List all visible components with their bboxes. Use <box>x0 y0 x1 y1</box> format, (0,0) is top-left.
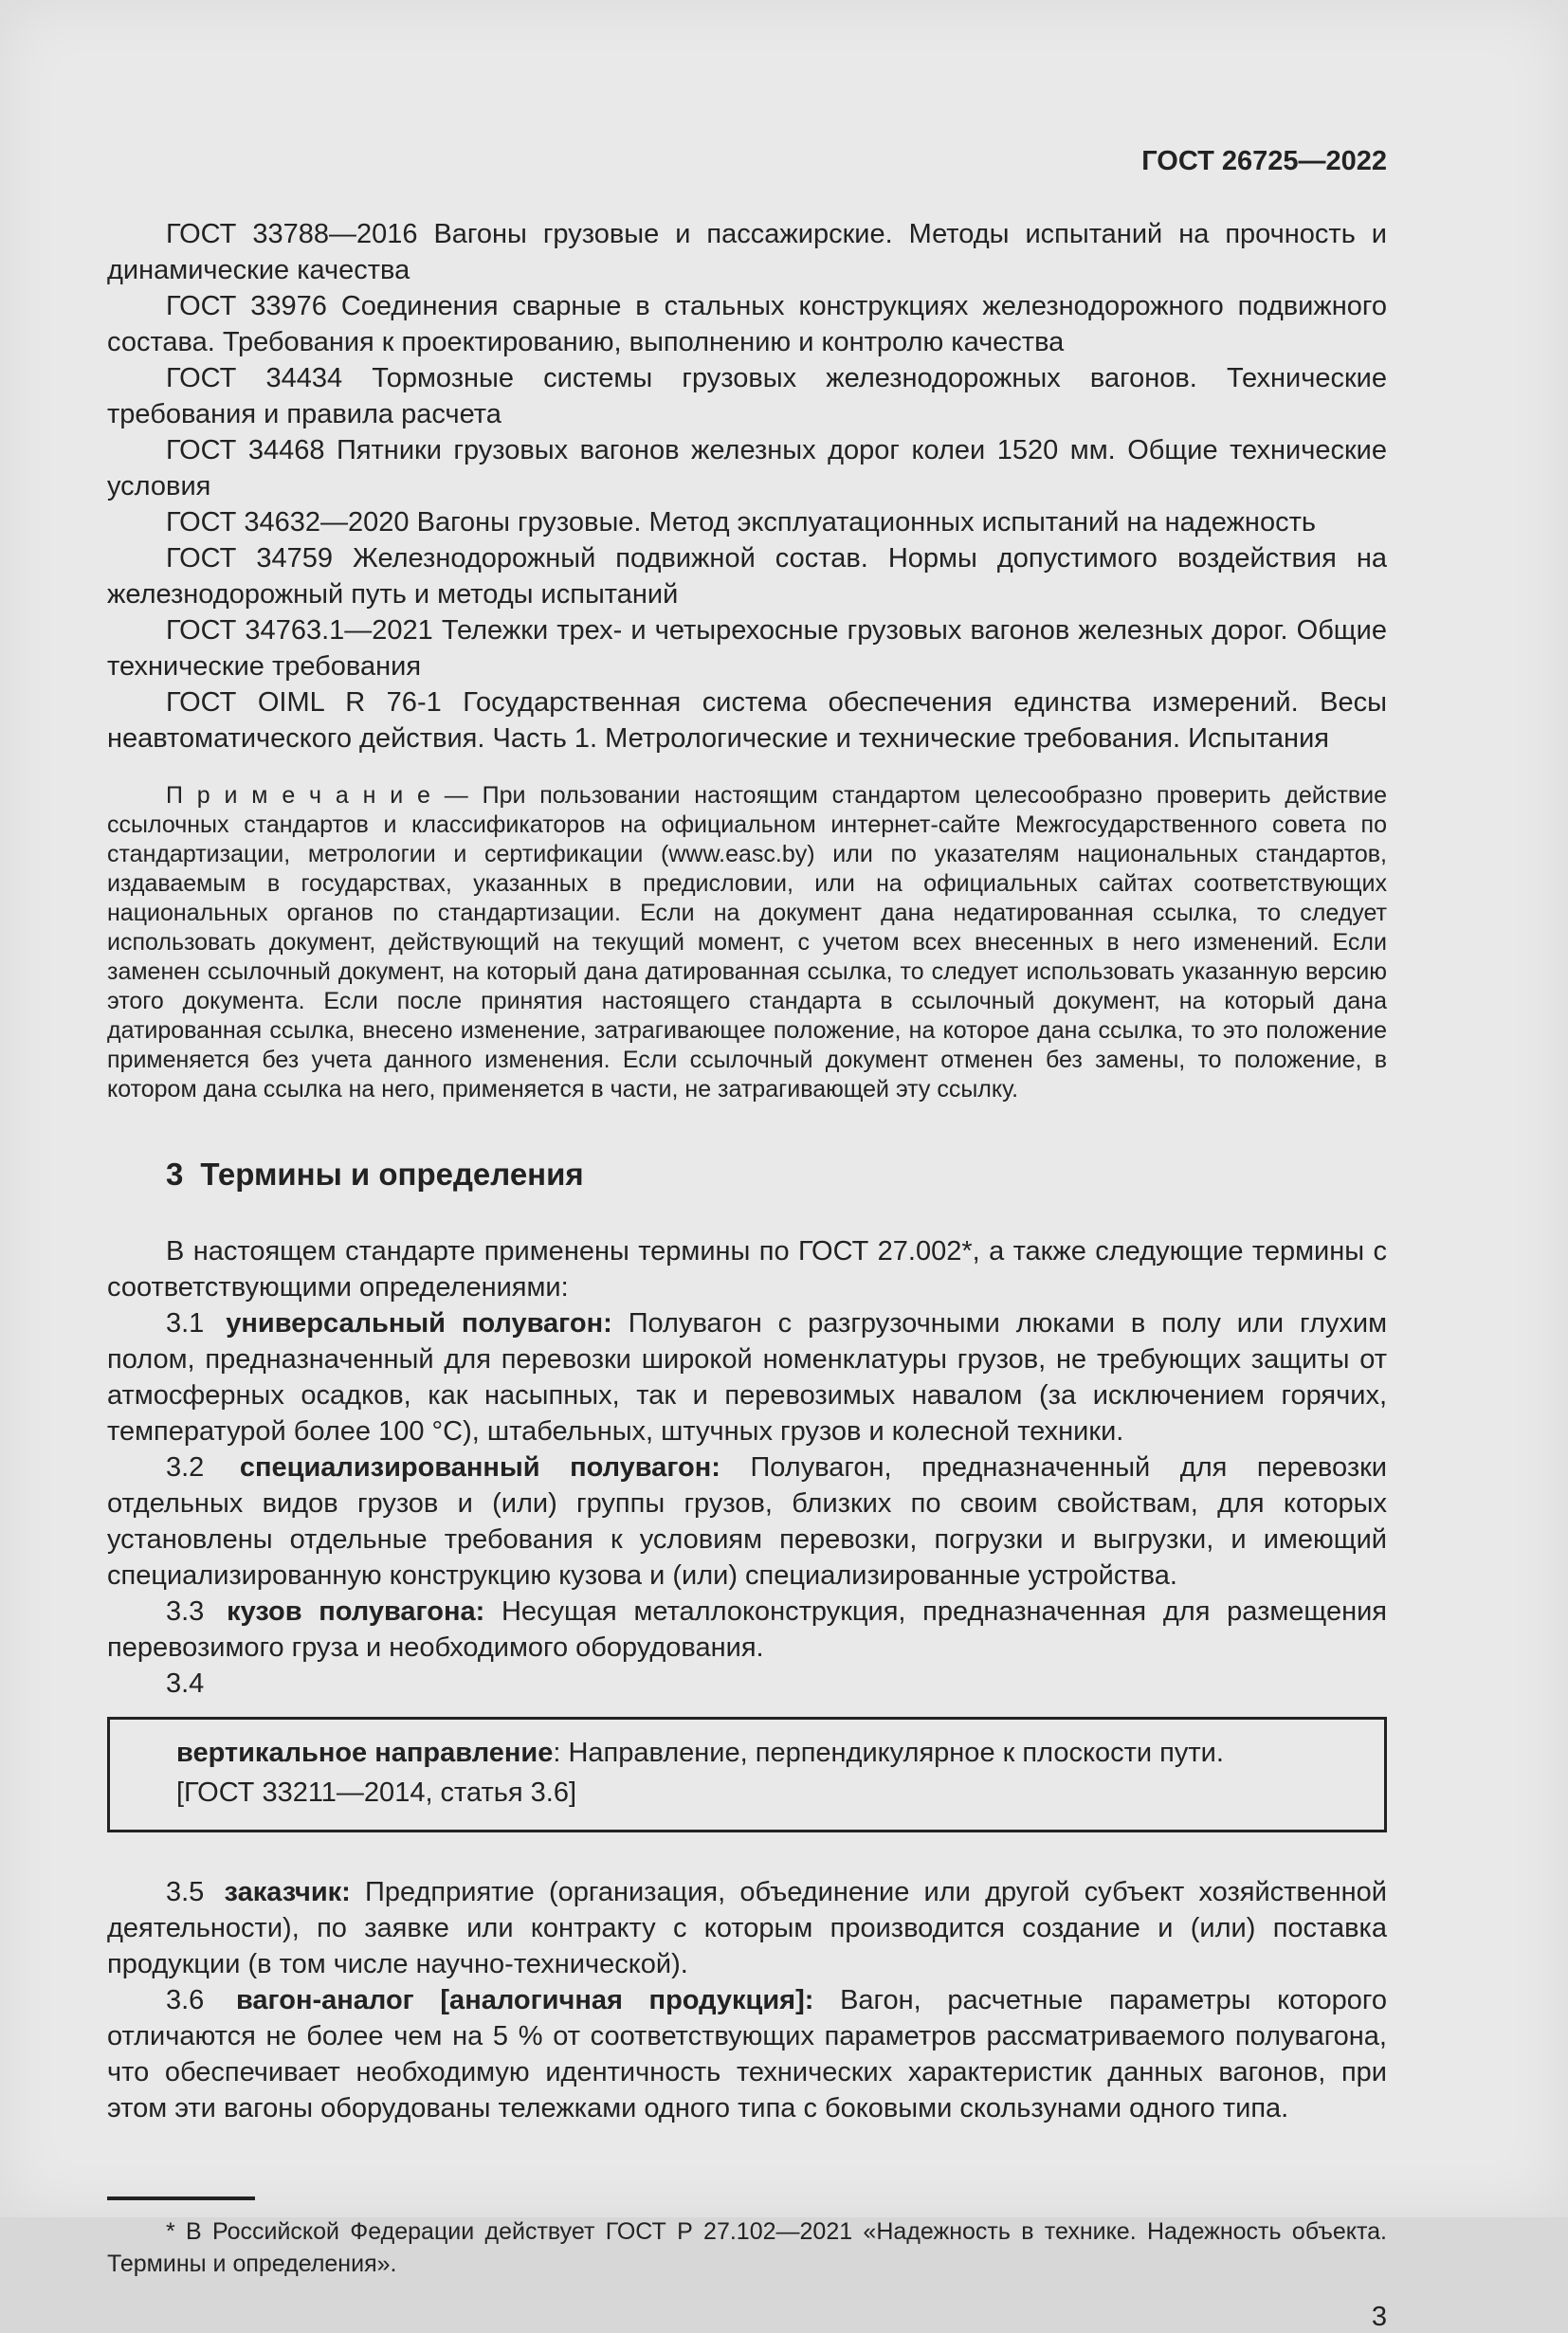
term-definition: Вагон, расчетные параметры которого отличаются не более чем на 5 % от соответствующих параметров рассматриваемого полувагона, что обеспечивает необходимую идентичность технических характеристик данных вагонов, при этом эти вагоны оборудованы тележками одного типа с боковыми скользунами одного типа. <box>107 1985 1387 2123</box>
term-3-4-number: 3.4 <box>166 1668 205 1699</box>
section-number: 3 <box>166 1157 184 1192</box>
term-name: специализированный полувагон: <box>239 1452 720 1483</box>
boxed-definition-source: [ГОСТ 33211—2014, статья 3.6] <box>176 1777 577 1808</box>
reference-item: ГОСТ 33788—2016 Вагоны грузовые и пассажирские. Методы испытаний на прочность и динамические качества <box>107 219 1387 285</box>
reference-item: ГОСТ 34763.1—2021 Тележки трех- и четырехосные грузовых вагонов железных дорог. Общие технические требования <box>107 615 1387 682</box>
term-definition: Несущая металлоконструкция, предназначенная для размещения перевозимого груза и необходимого оборудования. <box>107 1596 1388 1663</box>
boxed-definition <box>107 1717 1387 1832</box>
references-list <box>107 216 1387 756</box>
term-name: вагон-аналог [аналогичная продукция]: <box>235 1985 814 2015</box>
boxed-definition-line <box>176 1733 1361 1773</box>
reference-item: ГОСТ 34468 Пятники грузовых вагонов железных дорог колеи 1520 мм. Общие технические условия <box>107 435 1387 501</box>
term-3-1 <box>107 1305 1387 1449</box>
boxed-term: вертикальное направление <box>176 1738 554 1768</box>
term-definition: Предприятие (организация, объединение или другой субъект хозяйственной деятельности), по заявке или контракту с которым производится создание и (или) поставка продукции (в том числе научно-технической). <box>107 1877 1388 1979</box>
footnote-divider <box>107 2196 255 2200</box>
term-number: 3.2 <box>166 1452 205 1483</box>
section-intro: В настоящем стандарте применены термины по ГОСТ 27.002*, а также следующие термины с соответствующими определениями: <box>107 1236 1387 1303</box>
reference-item: ГОСТ 34632—2020 Вагоны грузовые. Метод эксплуатационных испытаний на надежность <box>166 507 1316 538</box>
term-3-5 <box>107 1874 1387 1982</box>
term-number: 3.3 <box>166 1596 205 1627</box>
page-header-standard-code: ГОСТ 26725—2022 <box>1141 146 1387 176</box>
section-title: Термины и определения <box>200 1157 584 1192</box>
term-definition: Полувагон с разгрузочными люками в полу или глухим полом, предназначенный для перевозки широкой номенклатуры грузов, не требующих защиты от атмосферных осадков, как насыпных, так и перевозимых навалом (за исключением горячих, температурой более 100 °С), штабельных, штучных грузов и колесной техники. <box>107 1308 1388 1447</box>
note-label: П р и м е ч а н и е <box>166 782 430 809</box>
term-number: 3.6 <box>166 1985 205 2015</box>
term-name: кузов полувагона: <box>227 1596 485 1627</box>
term-name: заказчик: <box>224 1877 351 1907</box>
note-paragraph <box>107 781 1387 1104</box>
reference-item: ГОСТ 34759 Железнодорожный подвижной состав. Нормы допустимого воздействия на железнодорожный путь и методы испытаний <box>107 543 1387 610</box>
term-definition: Полувагон, предназначенный для перевозки отдельных видов грузов и (или) группы грузов, близких по своим свойствам, для которых установлены отдельные требования к условиям перевозки, погрузки и выгрузки, и имеющий специализированную конструкцию кузова и (или) специализированные устройства. <box>107 1452 1387 1591</box>
boxed-term-definition: : Направление, перпендикулярное к плоскости пути. <box>553 1738 1224 1768</box>
term-number: 3.1 <box>166 1308 205 1339</box>
page-number: 3 <box>1371 2302 1387 2332</box>
section-heading <box>107 1156 1387 1194</box>
reference-item: ГОСТ 33976 Соединения сварные в стальных конструкциях железнодорожного подвижного состава. Требования к проектированию, выполнению и контролю качества <box>107 291 1387 357</box>
term-number: 3.5 <box>166 1877 205 1907</box>
note-dash: — <box>444 782 468 809</box>
reference-item: ГОСТ OIML R 76-1 Государственная система обеспечения единства измерений. Весы неавтоматического действия. Часть 1. Метрологические и технические требования. Испытания <box>107 687 1387 754</box>
term-3-6 <box>107 1982 1387 2126</box>
term-3-2 <box>107 1449 1387 1594</box>
footnote-text: * В Российской Федерации действует ГОСТ Р 27.102—2021 «Надежность в технике. Надежность объекта. Термины и определения». <box>107 2218 1387 2277</box>
term-3-3 <box>107 1594 1387 1666</box>
note-text: При пользовании настоящим стандартом целесообразно проверить действие ссылочных стандартов и классификаторов на официальном интернет-сайте Межгосударственного совета по стандартизации, метрологии и сертификации (www.easc.by) или по указателям национальных стандартов, издаваемым в государствах, указанных в предисловии, или на официальных сайтах соответствующих национальных органов по стандартизации. Если на документ дана недатированная ссылка, то следует использовать документ, действующий на текущий момент, с учетом всех внесенных в него изменений. Если заменен ссылочный документ, на который дана датированная ссылка, то следует использовать указанную версию этого документа. Если после принятия настоящего стандарта в ссылочный документ, на который дана датированная ссылка, внесено изменение, затрагивающее положение, на которое дана ссылка, то это положение применяется без учета данного изменения. Если ссылочный документ отменен без замены, то положение, в котором дана ссылка на него, применяется в части, не затрагивающей эту ссылку. <box>107 782 1387 1103</box>
term-name: универсальный полувагон: <box>226 1308 612 1339</box>
reference-item: ГОСТ 34434 Тормозные системы грузовых железнодорожных вагонов. Технические требования и правила расчета <box>107 363 1387 429</box>
